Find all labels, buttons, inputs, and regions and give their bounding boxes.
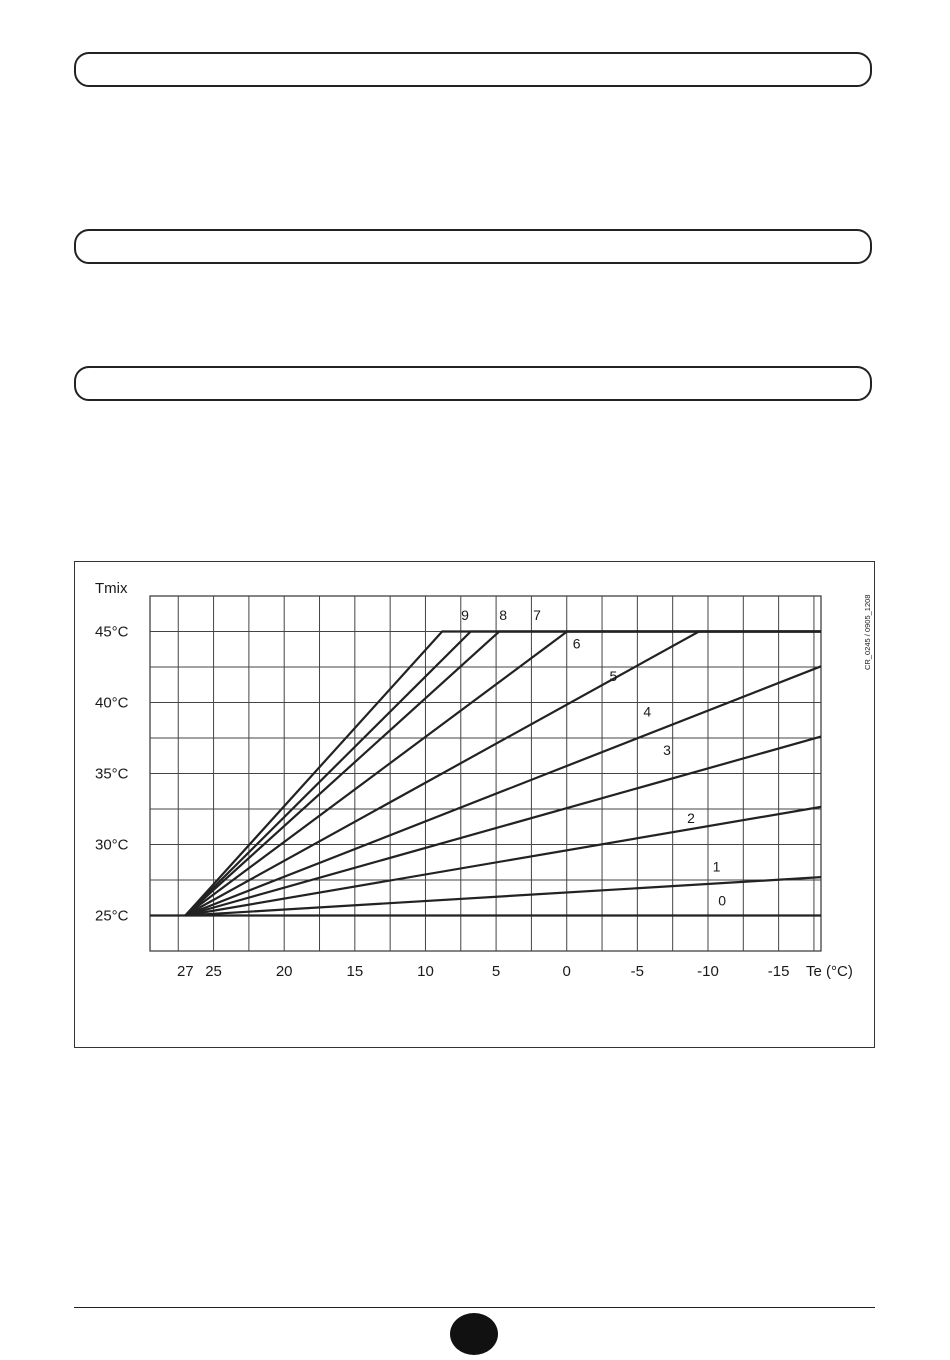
- curve-label-2: 2: [687, 810, 695, 827]
- heating-curve-chart: [74, 561, 875, 1048]
- curve-line-4: [185, 666, 821, 915]
- section-header-box-1: [74, 52, 872, 87]
- x-tick-label: 20: [275, 963, 293, 980]
- x-tick-label: 0: [562, 963, 571, 980]
- chart-svg: [75, 562, 876, 1049]
- section-header-box-3: [74, 366, 872, 401]
- page-number-badge: [450, 1313, 498, 1355]
- x-tick-label: -15: [767, 963, 790, 980]
- section-header-box-2: [74, 229, 872, 264]
- x-tick-label: -10: [697, 963, 719, 980]
- y-tick-label: 45°C: [95, 623, 129, 641]
- curve-line-3: [185, 737, 821, 916]
- curve-label-7: 7: [533, 607, 541, 624]
- curve-label-1: 1: [712, 858, 721, 875]
- curve-label-8: 8: [499, 607, 508, 624]
- curve-label-9: 9: [461, 607, 469, 624]
- y-tick-label: 30°C: [95, 836, 129, 854]
- x-tick-label: 5: [491, 963, 501, 980]
- x-tick-label: 15: [346, 963, 364, 980]
- curve-label-3: 3: [663, 742, 671, 759]
- x-tick-label: -5: [630, 963, 645, 980]
- drawing-code: CR_0245 / 0905_1208: [863, 594, 872, 670]
- x-tick-label: 25: [205, 963, 222, 980]
- x-axis-label: Te (°C): [806, 963, 853, 980]
- footer-rule: [74, 1307, 875, 1308]
- y-tick-label: 35°C: [95, 765, 129, 783]
- y-tick-label: 40°C: [95, 694, 129, 712]
- y-tick-label: 25°C: [95, 907, 129, 925]
- x-tick-label: 27: [176, 963, 194, 980]
- curve-label-4: 4: [643, 703, 652, 720]
- curve-label-6: 6: [572, 635, 581, 652]
- x-tick-label: 10: [417, 963, 434, 980]
- curve-label-0: 0: [718, 892, 727, 909]
- y-axis-label: Tmix: [95, 580, 128, 597]
- curve-label-5: 5: [609, 668, 618, 685]
